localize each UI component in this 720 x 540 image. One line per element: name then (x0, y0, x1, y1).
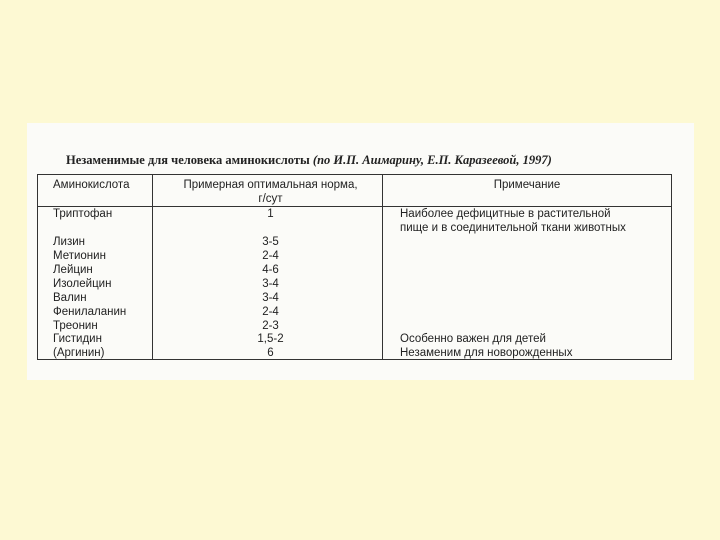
cell-norm: 6 (267, 347, 274, 359)
cell-amino-acid: Фенилаланин (53, 306, 127, 318)
cell-norm: 4-6 (262, 264, 279, 276)
header-divider (38, 206, 671, 207)
cell-amino-acid: Метионин (53, 250, 106, 262)
header-norm-line1: Примерная оптимальная норма, (183, 179, 358, 191)
cell-amino-acid: Валин (53, 292, 87, 304)
cell-amino-acid: Лейцин (53, 264, 93, 276)
column-divider-1 (152, 175, 153, 359)
cell-amino-acid: Триптофан (53, 208, 113, 220)
cell-note: Особенно важен для детей (400, 333, 546, 345)
cell-amino-acid: Лизин (53, 236, 86, 248)
cell-amino-acid: Изолейцин (53, 278, 112, 290)
header-norm (157, 179, 384, 206)
cell-amino-acid: Треонин (53, 320, 98, 332)
cell-note: Наиболее дефицитные в растительной (400, 208, 611, 220)
table-caption (66, 153, 666, 168)
header-amino-acid: Аминокислота (53, 179, 130, 191)
cell-norm: 2-4 (262, 306, 279, 318)
caption-title: Незаменимые для человека аминокислоты (66, 153, 313, 167)
cell-norm: 3-4 (262, 278, 279, 290)
caption-source: (по И.П. Ашмарину, Е.П. Каразеевой, 1997) (312, 153, 552, 167)
cell-norm: 2-3 (262, 320, 279, 332)
cell-norm: 3-5 (262, 236, 279, 248)
header-norm-line2: г/сут (258, 192, 283, 205)
cell-norm: 2-4 (262, 250, 279, 262)
cell-amino-acid: Гистидин (53, 333, 102, 345)
header-note: Примечание (493, 179, 561, 191)
cell-note: Незаменим для новорожденных (400, 347, 573, 359)
cell-norm: 3-4 (262, 292, 279, 304)
cell-norm: 1 (267, 208, 274, 220)
cell-norm: 1,5-2 (257, 333, 284, 345)
cell-amino-acid: (Аргинин) (53, 347, 105, 359)
cell-note: пище и в соединительной ткани животных (400, 222, 626, 234)
